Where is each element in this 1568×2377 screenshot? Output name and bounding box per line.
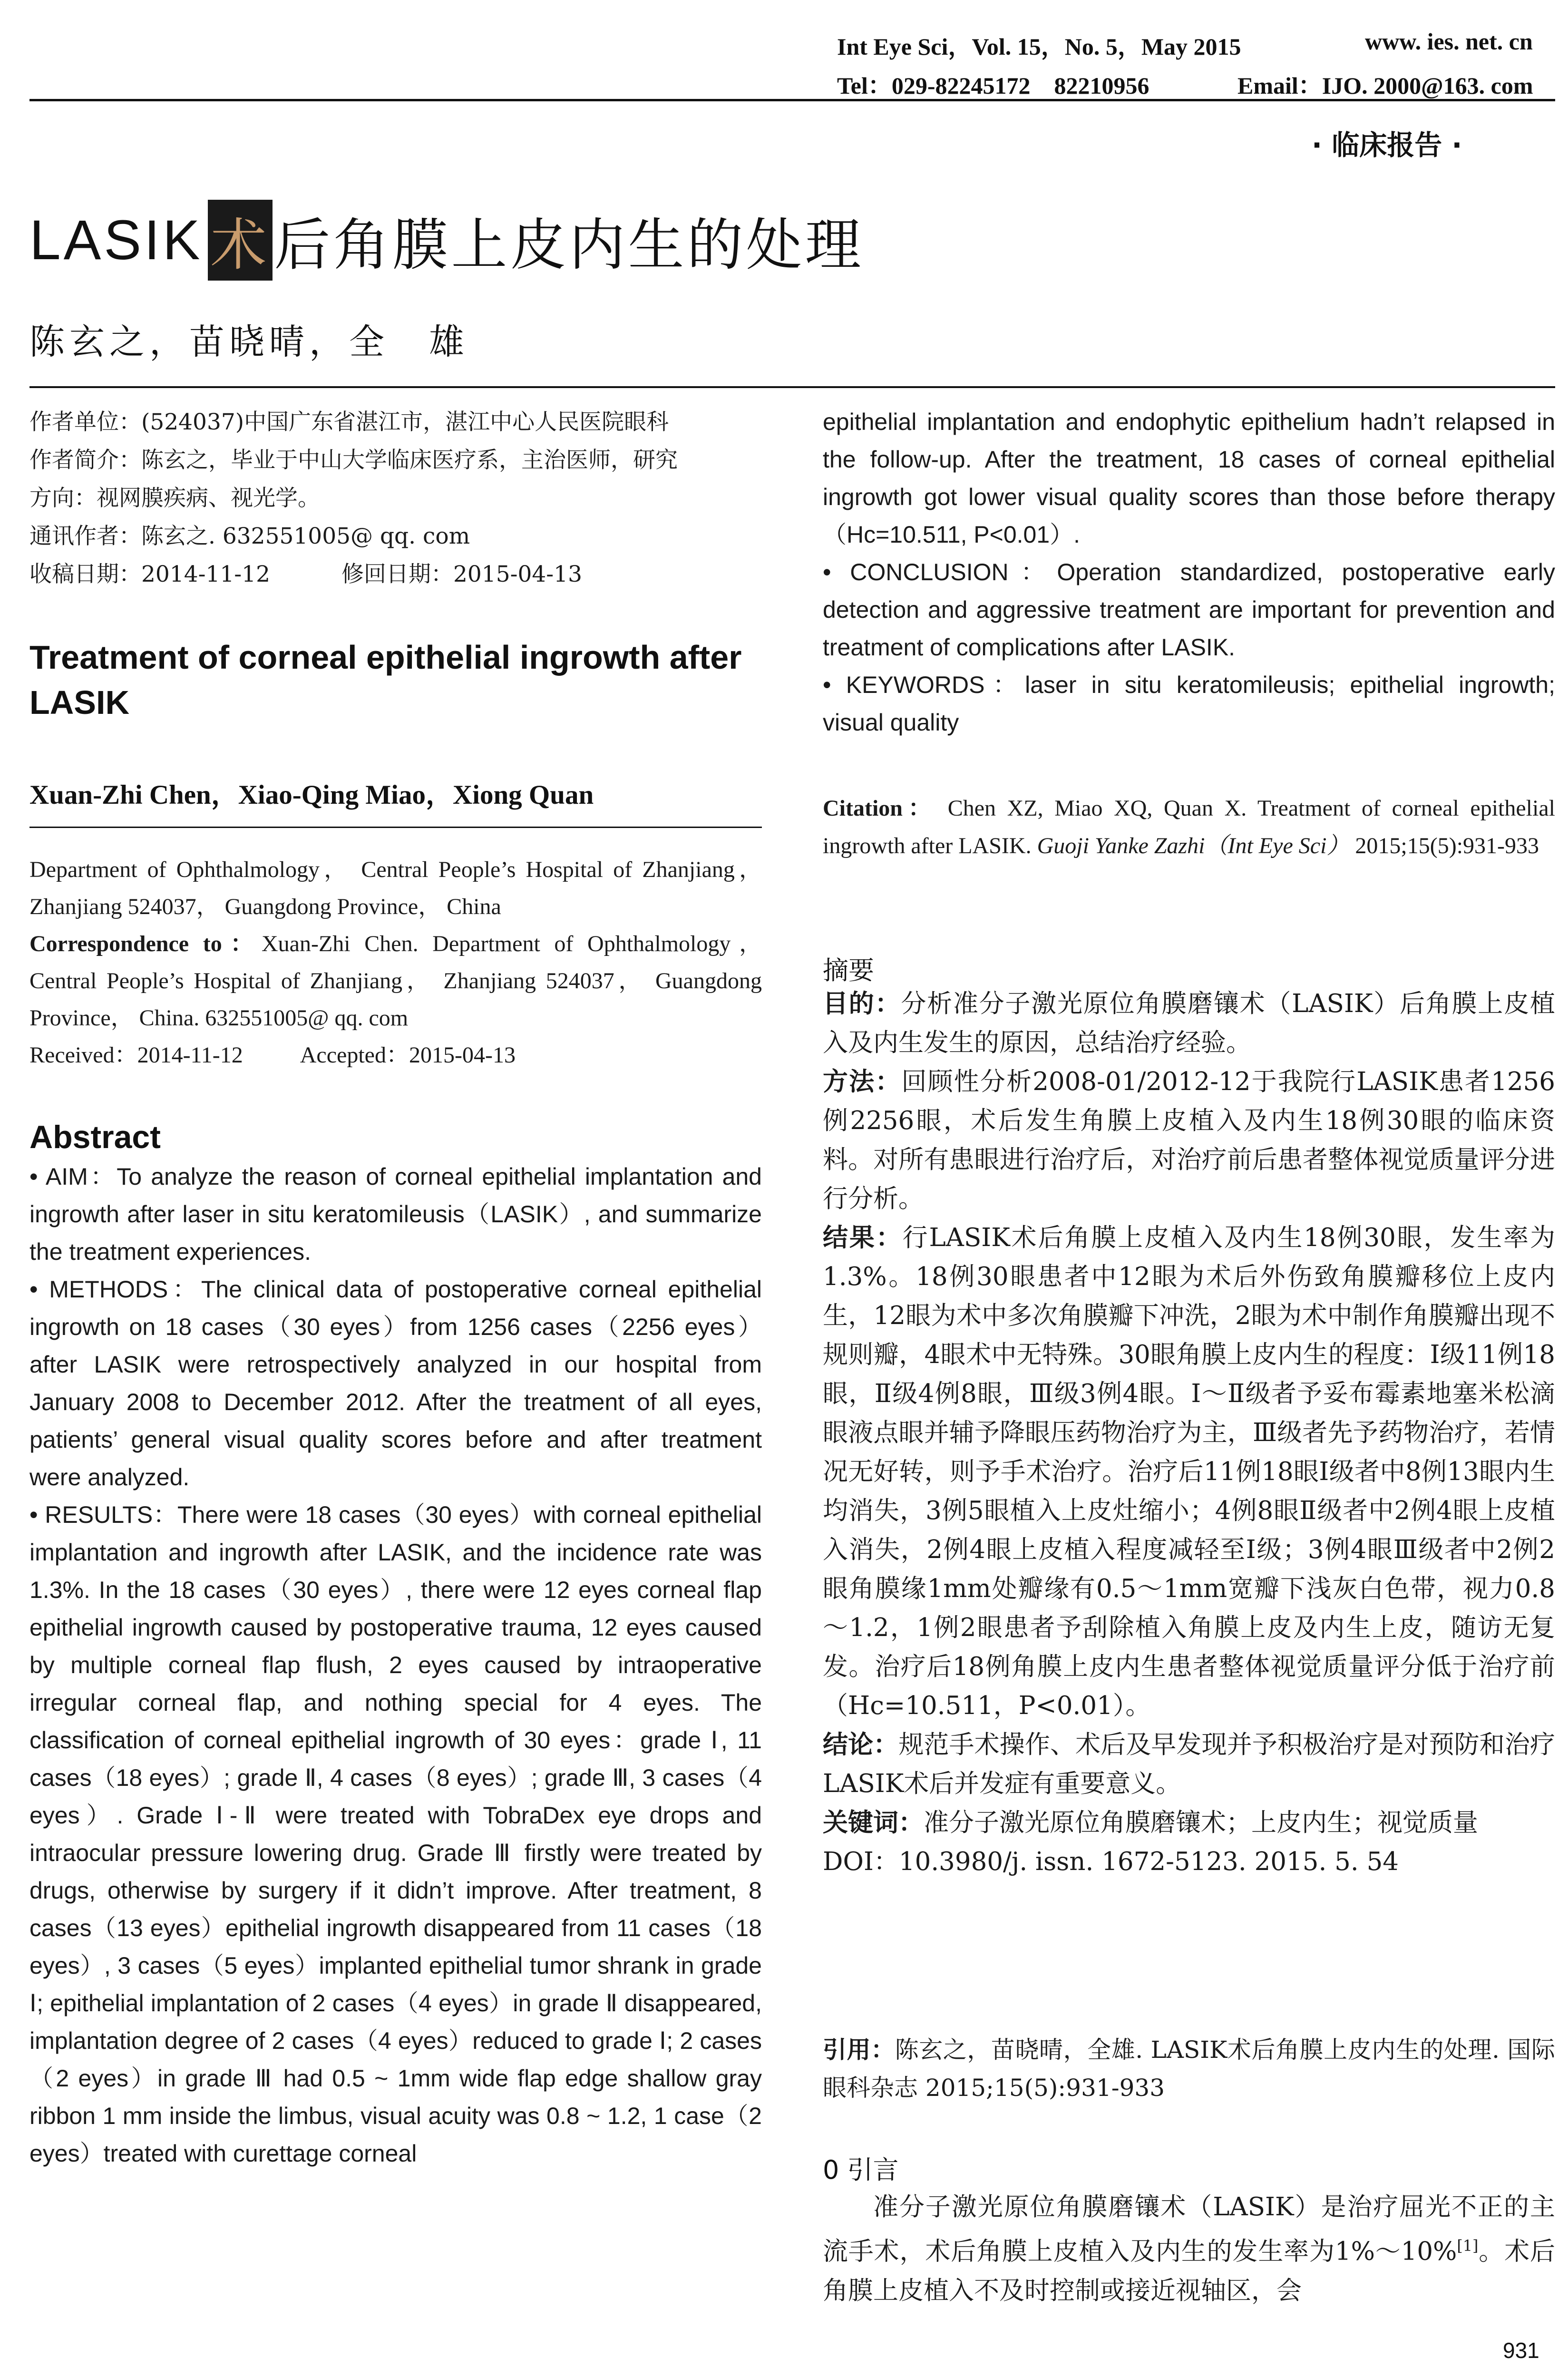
author-bio-1: 作者简介：陈玄之，毕业于中山大学临床医疗系，主治医师，研究 [29, 447, 678, 473]
header-rule [29, 99, 1555, 101]
intro-heading: 0 引言 [823, 2155, 899, 2185]
cn-methods-label: 方法： [823, 1067, 902, 1096]
dates-line [29, 555, 762, 594]
citation-tail: 2015;15(5):931-933 [1355, 833, 1539, 858]
affiliation-dept: Department of Ophthalmology， Central People’s Hospital of Zhanjiang， Zhanjiang 524037， Guangdong Province， China [29, 857, 762, 919]
abstract-conclusion: • CONCLUSION：Operation standardized, postoperative early detection and aggressive treatment are important for prevention and treatment of complications after LASIK. [823, 559, 1555, 661]
received-date: 收稿日期：2014-11-12 [29, 561, 270, 587]
authors-cn: 陈玄之，苗晓晴，全 雄 [29, 321, 469, 362]
citation-cn [823, 2031, 1555, 2107]
abstract-cn-body [823, 984, 1555, 1881]
abstract-keywords: • KEYWORDS：laser in situ keratomileusis; epithelial ingrowth; visual quality [823, 672, 1555, 736]
abstract-results-cont: epithelial implantation and endophytic epithelium hadn’t relapsed in the follow-up. After the treatment, 18 cases of corneal epithelial ingrowth got lower visual quality scores than those before therapy（Hc=10.511, P<0.01）. [823, 409, 1555, 548]
intro-ref: [1] [1457, 2237, 1479, 2255]
title-rule [29, 386, 1555, 388]
abstract-body-left [29, 1158, 762, 2172]
cn-methods-text: 回顾性分析2008-01/2012-12于我院行LASIK患者1256例2256眼，术后发生角膜上皮植入及内生18例30眼的临床资料。对所有患眼进行治疗后，对治疗前后患者整体视觉质量评分进行分析。 [823, 1067, 1555, 1213]
cn-objective-label: 目的： [823, 989, 901, 1018]
title-prefix: LASIK [29, 209, 203, 272]
abstract-heading: Abstract [29, 1119, 161, 1155]
citation-journal: Guoji Yanke Zazhi（Int Eye Sci） [1037, 833, 1350, 858]
affiliation-block [29, 851, 762, 1074]
journal-line: Int Eye Sci，Vol. 15，No. 5，May 2015 [837, 33, 1241, 60]
abstract-aim: • AIM：To analyze the reason of corneal epithelial implantation and ingrowth after laser in situ keratomileusis（LASIK）, and summarize the treatment experiences. [29, 1163, 762, 1265]
journal-email: Email：IJO. 2000@163. com [1237, 72, 1533, 99]
journal-tel: Tel：029-82245172 82210956 [837, 72, 1149, 99]
abstract-results: • RESULTS：There were 18 cases（30 eyes）with corneal epithelial implantation and ingrowth after LASIK, and the incidence rate was 1.3%. In the 18 cases（30 eyes）, there were 12 eyes corneal flap epithelial ingrowth caused by postoperative trauma, 12 eyes caused by multiple corneal flap flush, 2 eyes caused by intraoperative irregular corneal flap, and nothing special for 4 eyes. The classification of corneal epithelial ingrowth of 30 eyes：grade Ⅰ, 11 cases（18 eyes）; grade Ⅱ, 4 cases（8 eyes）; grade Ⅲ, 3 cases（4 eyes）. Grade Ⅰ-Ⅱ were treated with TobraDex eye drops and intraocular pressure lowering drug. Grade Ⅲ firstly were treated by drugs, otherwise by surgery if it didn’t improve. After treatment, 8 cases（13 eyes）epithelial ingrowth disappeared from 11 cases（18 eyes）, 3 cases（5 eyes）implanted epithelial tumor shrank in grade Ⅰ; epithelial implantation of 2 cases（4 eyes）in grade Ⅱ disappeared, implantation degree of 2 cases（4 eyes）reduced to grade Ⅰ; 2 cases（2 eyes）in grade Ⅲ had 0.5 ~ 1mm wide flap edge shallow gray ribbon 1 mm inside the limbus, visual acuity was 0.8 ~ 1.2, 1 case（2 eyes）treated with curettage corneal [29, 1501, 762, 2167]
intro-paragraph [823, 2188, 1555, 2310]
cn-conclusion [823, 1725, 1555, 1803]
cn-keywords [823, 1803, 1555, 1842]
cn-results [823, 1218, 1555, 1725]
cn-keywords-label: 关键词： [823, 1808, 924, 1837]
author-info [29, 403, 762, 594]
citation-text: Chen XZ, Miao XQ, Quan X. Treatment of corneal epithelial ingrowth after LASIK. [823, 796, 1555, 858]
revised-date: 修回日期：2015-04-13 [341, 561, 582, 587]
page-title-cn [29, 205, 864, 276]
author-bio-2: 方向：视网膜疾病、视光学。 [29, 485, 320, 511]
abstract-methods: • METHODS：The clinical data of postoperative corneal epithelial ingrowth on 18 cases（30 eyes）from 1256 cases（2256 eyes）after LASIK were retrospectively analyzed in our hospital from January 2008 to December 2012. After the treatment of all eyes, patients’ general visual quality scores before and after treatment were analyzed. [29, 1276, 762, 1490]
author-unit: 作者单位：(524037)中国广东省湛江市，湛江中心人民医院眼科 [29, 409, 669, 435]
intro-text-a: 准分子激光原位角膜磨镶术（LASIK）是治疗屈光不正的主流手术，术后角膜上皮植入及内生的发生率为1%～10% [823, 2192, 1555, 2266]
cn-keywords-text: 准分子激光原位角膜磨镶术；上皮内生；视觉质量 [924, 1808, 1478, 1837]
english-authors: Xuan-Zhi Chen，Xiao-Qing Miao，Xiong Quan [29, 780, 594, 810]
received-en: Received：2014-11-12 [29, 1042, 243, 1068]
accepted-en: Accepted：2015-04-13 [300, 1042, 516, 1068]
section-tag: · 临床报告 · [1312, 129, 1462, 161]
correspondence-en [29, 925, 762, 1037]
cn-objective [823, 984, 1555, 1062]
cn-results-text: 行LASIK术后角膜上皮植入及内生18例30眼，发生率为1.3%。18例30眼患者中12眼为术后外伤致角膜瓣移位上皮内生，12眼为术中多次角膜瓣下冲洗，2眼为术中制作角膜瓣出现不规则瓣，4眼术中无特殊。30眼角膜上皮内生的程度：Ⅰ级11例18眼，Ⅱ级4例8眼，Ⅲ级3例4眼。Ⅰ～Ⅱ级者予妥布霉素地塞米松滴眼液点眼并辅予降眼压药物治疗为主，Ⅲ级者先予药物治疗，若情况无好转，则予手术治疗。治疗后11例18眼Ⅰ级者中8例13眼内生均消失，3例5眼植入上皮灶缩小；4例8眼Ⅱ级者中2例4眼上皮植入消失，2例4眼上皮植入程度减轻至Ⅰ级；3例4眼Ⅲ级者中2例2眼角膜缘1mm处瓣缘有0.5～1mm宽瓣下浅灰白色带，视力0.8～1.2，1例2眼患者予刮除植入角膜上皮及内生上皮，随访无复发。治疗后18例角膜上皮内生患者整体视觉质量评分低于治疗前（Hc=10.511，P<0.01）。 [823, 1223, 1555, 1720]
dates-en [29, 1037, 762, 1074]
title-highlight: 术 [208, 200, 273, 281]
intro-text-b: 。术后角膜上皮植入不及时控制或接近视轴区，会 [823, 2237, 1555, 2305]
citation-cn-text: 陈玄之，苗晓晴，全雄. LASIK术后角膜上皮内生的处理. 国际眼科杂志 2015;15(5):931-933 [823, 2036, 1555, 2102]
page-number: 931 [1503, 2338, 1539, 2363]
correspondence-label: Correspondence to： [29, 931, 262, 956]
authors-rule [29, 827, 762, 828]
citation-label: Citation： [823, 796, 937, 821]
cn-results-label: 结果： [823, 1223, 903, 1252]
abstract-body-right [823, 403, 1555, 741]
corresponding-author: 通讯作者：陈玄之. 632551005@ qq. com [29, 523, 470, 549]
english-title: Treatment of corneal epithelial ingrowth after LASIK [29, 639, 742, 721]
cn-objective-text: 分析准分子激光原位角膜磨镶术（LASIK）后角膜上皮植入及内生发生的原因，总结治疗经验。 [823, 989, 1556, 1057]
intro-body [823, 2188, 1555, 2310]
journal-website: www. ies. net. cn [1365, 28, 1533, 55]
cn-conclusion-label: 结论： [823, 1730, 899, 1759]
title-rest: 后角膜上皮内生的处理 [274, 212, 864, 278]
citation-en [823, 789, 1555, 865]
cn-doi: DOI：10.3980/j. issn. 1672-5123. 2015. 5. 54 [823, 1847, 1399, 1876]
cn-conclusion-text: 规范手术操作、术后及早发现并予积极治疗是对预防和治疗LASIK术后并发症有重要意义。 [823, 1730, 1556, 1798]
citation-cn-label: 引用： [823, 2036, 895, 2064]
abstract-cn-heading: 摘要 [823, 955, 874, 985]
cn-methods [823, 1062, 1555, 1218]
correspondence-text: Xuan-Zhi Chen. Department of Ophthalmology， Central People’s Hospital of Zhanjiang， Zhanjiang 524037， Guangdong Province， China. 632551005@ qq. com [29, 931, 762, 1031]
